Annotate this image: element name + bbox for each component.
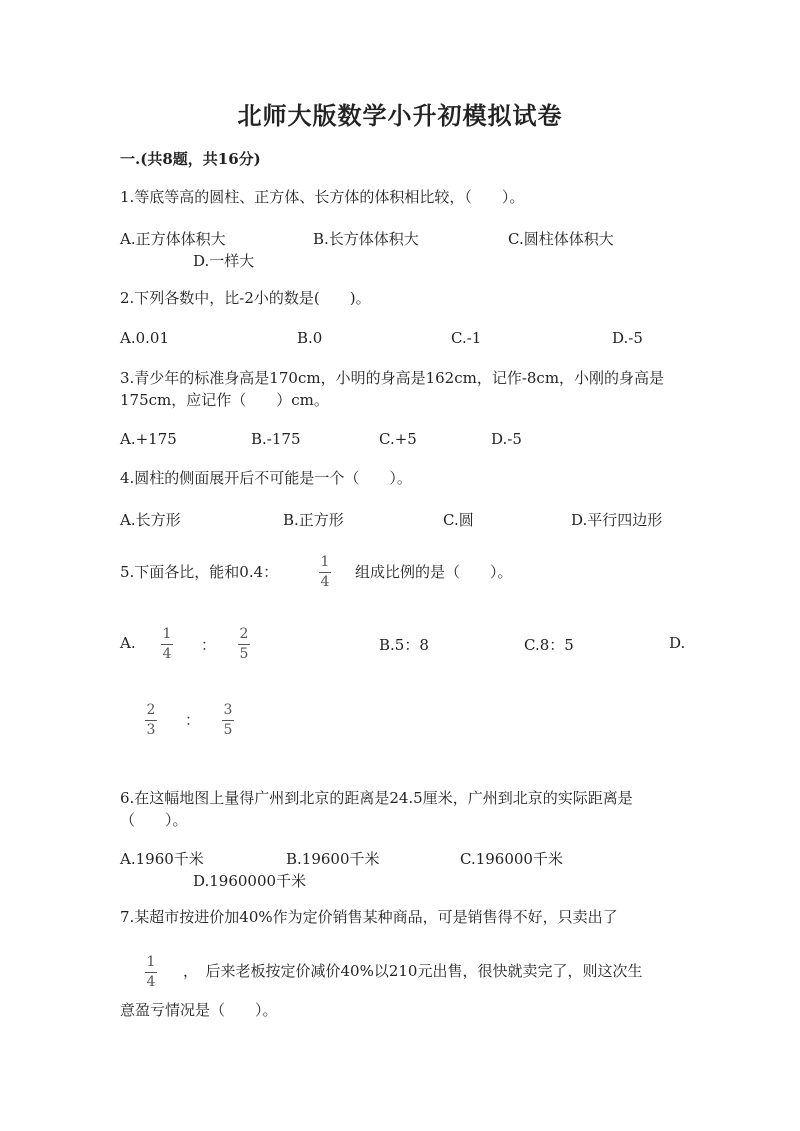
question-1-stem: 1.等底等高的圆柱、正方体、长方体的体积相比较，（ ）。 (120, 188, 525, 206)
question-4-option-c[interactable]: C.圆 (443, 511, 474, 529)
fraction-denominator: 4 (146, 974, 156, 990)
fraction-numerator: 1 (162, 626, 172, 642)
ratio-colon: ： (201, 636, 217, 654)
question-3-option-c[interactable]: C.+5 (379, 430, 417, 448)
fraction-numerator: 1 (320, 554, 330, 570)
question-2-stem: 2.下列各数中，比-2小的数是( )。 (120, 289, 371, 307)
question-5-stem-after: 组成比例的是（ ）。 (355, 563, 513, 581)
fraction-numerator: 2 (146, 702, 156, 718)
fraction-numerator: 2 (239, 626, 249, 642)
fraction-denominator: 5 (239, 646, 249, 662)
question-1-option-a[interactable]: A.正方体体积大 (120, 230, 226, 248)
question-1-option-d[interactable]: D.一样大 (193, 252, 255, 270)
question-3-stem-line-2: 175cm，应记作（ ）cm。 (120, 391, 329, 409)
question-5-option-a-fraction-2 (238, 627, 250, 662)
question-1-option-c[interactable]: C.圆柱体体积大 (508, 230, 614, 248)
ratio-colon: ： (185, 711, 201, 729)
question-1-option-b[interactable]: B.长方体体积大 (313, 230, 419, 248)
question-3-option-d[interactable]: D.-5 (491, 430, 522, 448)
question-6-stem-line-1: 6.在这幅地图上量得广州到北京的距离是24.5厘米，广州到北京的实际距离是 (120, 789, 633, 807)
question-4-option-d[interactable]: D.平行四边形 (571, 511, 663, 529)
fraction-bar (145, 972, 157, 973)
question-3-stem-line-1: 3.青少年的标准身高是170cm，小明的身高是162cm，记作-8cm，小刚的身高是 (120, 369, 665, 387)
question-2-option-b[interactable]: B.0 (297, 329, 323, 347)
fraction-denominator: 4 (320, 574, 330, 590)
fraction-denominator: 3 (146, 722, 156, 738)
question-5-option-c[interactable]: C.8：5 (524, 636, 574, 654)
question-6-option-c[interactable]: C.196000千米 (460, 850, 563, 868)
question-7-stem-line-2: ， 后来老板按定价减价40%以210元出售，很快就卖完了，则这次生 (183, 962, 643, 980)
fraction-bar (319, 572, 331, 573)
question-5-stem-before: 5.下面各比，能和0.4： (120, 563, 279, 581)
fraction-bar (145, 720, 157, 721)
question-7-stem-fraction (145, 955, 157, 990)
question-5-option-d-fraction-2 (222, 703, 234, 738)
question-7-stem-line-3: 意盈亏情况是（ ）。 (120, 1001, 278, 1019)
question-5-stem-fraction (319, 555, 331, 590)
page-title: 北师大版数学小升初模拟试卷 (237, 101, 563, 130)
question-2-option-d[interactable]: D.-5 (612, 329, 643, 347)
fraction-numerator: 1 (146, 954, 156, 970)
question-5-option-a[interactable]: A. (120, 634, 136, 652)
question-4-option-a[interactable]: A.长方形 (120, 511, 181, 529)
question-2-option-a[interactable]: A.0.01 (120, 329, 169, 347)
question-6-option-a[interactable]: A.1960千米 (120, 850, 204, 868)
question-5-option-b[interactable]: B.5：8 (379, 636, 429, 654)
question-6-stem-line-2: （ ）。 (120, 811, 188, 829)
question-4-stem: 4.圆柱的侧面展开后不可能是一个（ ）。 (120, 469, 412, 487)
question-5-option-a-fraction-1 (161, 627, 173, 662)
fraction-denominator: 5 (223, 722, 233, 738)
question-3-option-b[interactable]: B.-175 (251, 430, 301, 448)
question-5-option-d-fraction-1 (145, 703, 157, 738)
fraction-bar (161, 644, 173, 645)
question-7-stem-line-1: 7.某超市按进价加40%作为定价销售某种商品，可是销售得不好，只卖出了 (120, 908, 618, 926)
question-3-option-a[interactable]: A.+175 (120, 430, 177, 448)
question-5-option-d[interactable]: D. (669, 634, 686, 652)
question-6-option-d[interactable]: D.1960000千米 (193, 872, 307, 890)
section-heading: 一.(共8题，共16分) (120, 150, 261, 168)
fraction-bar (238, 644, 250, 645)
fraction-numerator: 3 (223, 702, 233, 718)
question-2-option-c[interactable]: C.-1 (451, 329, 482, 347)
fraction-denominator: 4 (162, 646, 172, 662)
question-4-option-b[interactable]: B.正方形 (283, 511, 344, 529)
question-6-option-b[interactable]: B.19600千米 (286, 850, 380, 868)
fraction-bar (222, 720, 234, 721)
